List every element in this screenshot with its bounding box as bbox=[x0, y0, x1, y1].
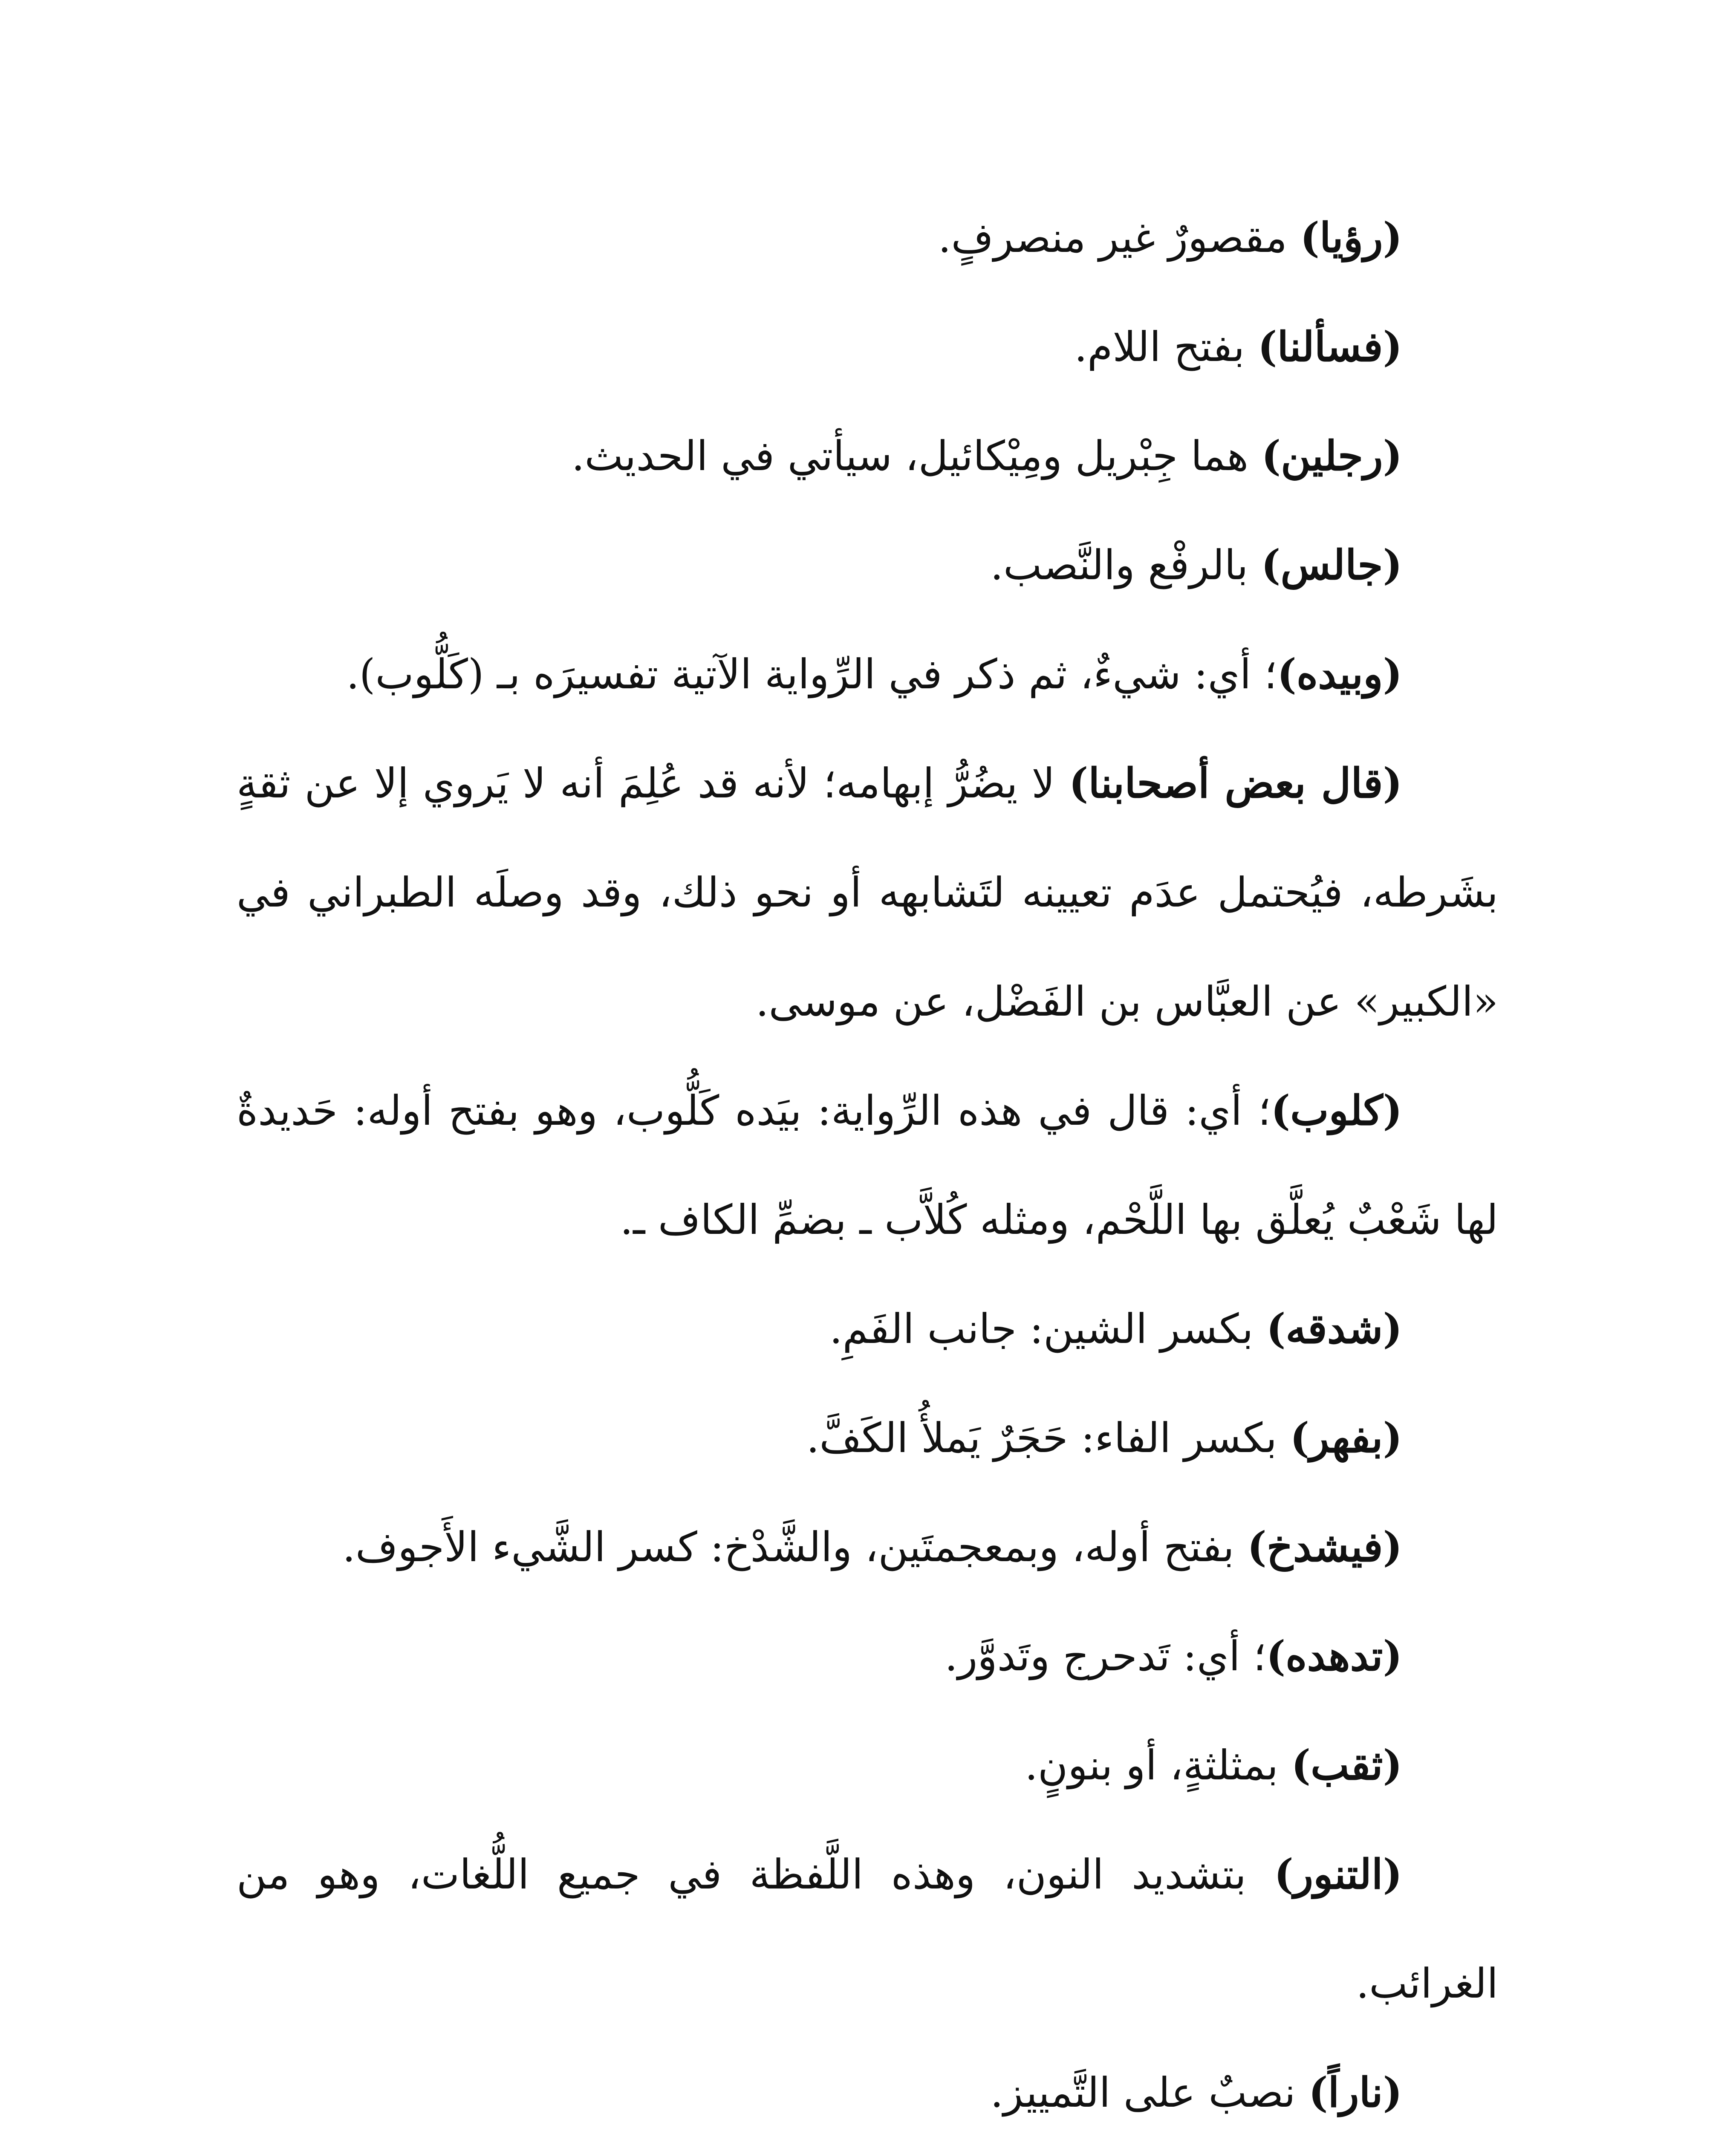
entry-keyword: (كلوب) bbox=[1271, 1086, 1403, 1135]
entry-keyword: (رجلين) bbox=[1261, 432, 1402, 480]
entry-text: بفتح اللام. bbox=[1074, 323, 1258, 371]
entry-paragraph bbox=[237, 511, 1498, 620]
entry-text: بتشديد النون، وهذه اللَّفظة في جميع اللُّغات، وهو من الغرائب. bbox=[237, 1851, 1498, 2007]
entry-text: ؛ أي: شيءٌ، ثم ذكر في الرِّواية الآتية تفسيرَه بـ (كَلُّوب). bbox=[346, 650, 1277, 698]
entry-paragraph bbox=[237, 183, 1498, 292]
entry-keyword: (ثقب) bbox=[1291, 1741, 1402, 1789]
entry-paragraph bbox=[237, 1602, 1498, 1711]
entry-text: بكسر الشين: جانب الفَمِ. bbox=[829, 1305, 1266, 1353]
entry-paragraph bbox=[237, 1274, 1498, 1383]
entry-text: بمثلثةٍ، أو بنونٍ. bbox=[1025, 1741, 1291, 1789]
entry-text: لا يضُرُّ إبهامه؛ لأنه قد عُلِمَ أنه لا يَروي إلا عن ثقةٍ بشَرطه، فيُحتمل عدَم تعيينه لتَشابهه أو نحو ذلك، وقد وصلَه الطبراني في «الكبير» عن العبَّاس بن الفَضْل، عن موسى. bbox=[237, 759, 1498, 1025]
entry-text: ؛ أي: قال في هذه الرِّواية: بيَده كَلُّوب، وهو بفتح أوله: حَديدةٌ لها شَعْبٌ يُعلَّق بها اللَّحْم، ومثله كُلاَّب ـ بضمِّ الكاف ـ. bbox=[237, 1087, 1498, 1244]
entry-text: بالرفْع والنَّصب. bbox=[990, 541, 1261, 589]
entry-text: هما جِبْريل ومِيْكائيل، سيأتي في الحديث. bbox=[571, 432, 1262, 480]
entry-text: مقصورٌ غير منصرفٍ. bbox=[938, 214, 1300, 262]
entry-paragraph bbox=[237, 1820, 1498, 2038]
entry-text: بفتح أوله، وبمعجمتَين، والشَّدْخ: كسر الشَّيء الأَجوف. bbox=[342, 1523, 1248, 1571]
entry-paragraph bbox=[237, 1711, 1498, 1820]
entry-keyword: (التنور) bbox=[1274, 1850, 1402, 1898]
entry-paragraph bbox=[237, 1056, 1498, 1274]
entry-paragraph bbox=[237, 1493, 1498, 1602]
entry-keyword: (ناراً) bbox=[1308, 2068, 1402, 2117]
entry-keyword: (فسألنا) bbox=[1257, 323, 1402, 371]
entry-paragraph bbox=[237, 292, 1498, 401]
entry-text: ؛ أي: تَدحرج وتَدوَّر. bbox=[945, 1632, 1266, 1680]
entry-keyword: (فيشدخ) bbox=[1247, 1523, 1402, 1571]
entry-keyword: (وبيده) bbox=[1277, 650, 1402, 698]
entry-paragraph bbox=[237, 620, 1498, 729]
entry-keyword: (جالس) bbox=[1261, 541, 1402, 589]
entry-keyword: (قال بعض أصحابنا) bbox=[1069, 759, 1403, 807]
entry-paragraph bbox=[237, 1383, 1498, 1493]
entry-paragraph bbox=[237, 401, 1498, 511]
entry-keyword: (تدهده) bbox=[1266, 1632, 1402, 1680]
entry-keyword: (رؤيا) bbox=[1300, 214, 1402, 262]
commentary-text bbox=[237, 183, 1498, 2131]
entry-keyword: (بفهر) bbox=[1290, 1414, 1402, 1462]
entry-keyword: (شدقه) bbox=[1266, 1305, 1402, 1353]
entry-text: بكسر الفاء: حَجَرٌ يَملأُ الكَفَّ. bbox=[806, 1414, 1290, 1462]
entry-paragraph bbox=[237, 2038, 1498, 2131]
entry-text: نصبٌ على التَّمييز. bbox=[990, 2069, 1309, 2117]
entry-paragraph bbox=[237, 729, 1498, 1056]
